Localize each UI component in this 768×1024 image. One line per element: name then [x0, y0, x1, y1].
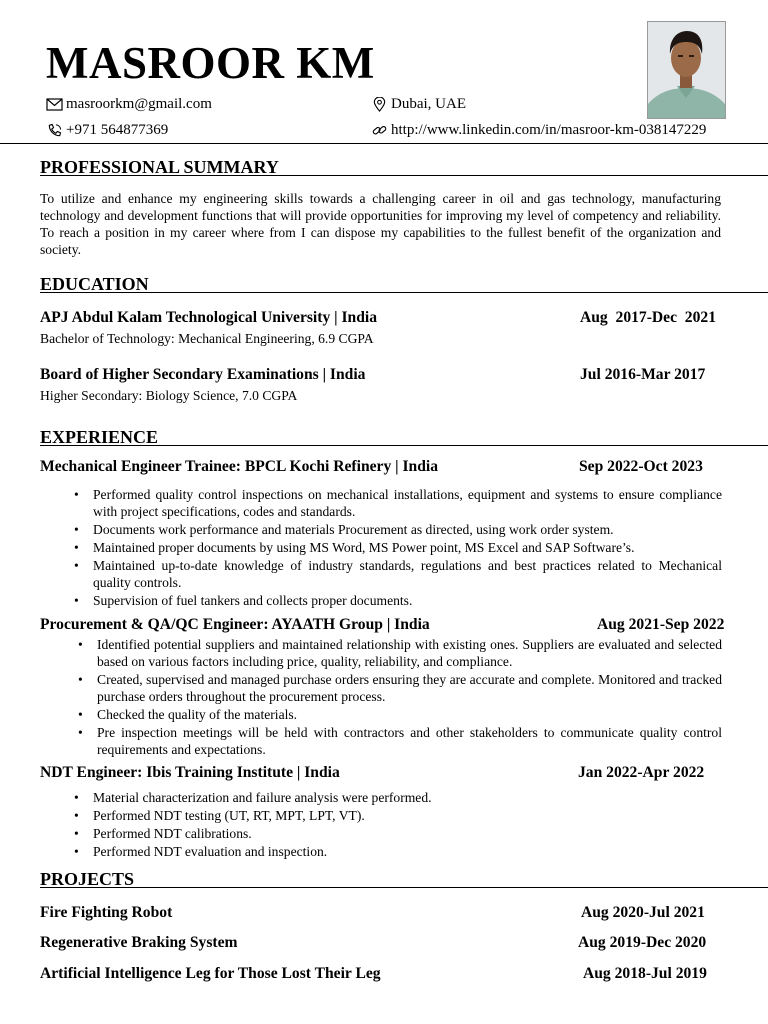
projects-underline — [40, 887, 768, 888]
education-institution: Board of Higher Secondary Examinations | India — [40, 366, 366, 383]
phone-contact — [46, 121, 168, 139]
experience-heading: EXPERIENCE — [40, 427, 159, 447]
project-name: Fire Fighting Robot — [40, 904, 173, 921]
job-dates: Sep 2022-Oct 2023 — [579, 458, 703, 475]
experience-underline — [40, 445, 768, 446]
job-bullet: • Supervision of fuel tankers and collects proper documents. — [93, 592, 722, 609]
email-contact — [46, 95, 212, 113]
project-name: Regenerative Braking System — [40, 934, 238, 951]
phone-text[interactable]: +971 564877369 — [66, 122, 169, 138]
job-bullet: • Created, supervised and managed purchase orders ensuring they are accurate and complete. Monitored and tracked purchase orders throughout the procurement process. — [97, 671, 722, 705]
education-underline — [40, 292, 768, 293]
link-icon — [371, 123, 388, 138]
email-text[interactable]: masroorkm@gmail.com — [66, 96, 212, 112]
job-bullet: • Maintained proper documents by using MS Word, MS Power point, MS Excel and SAP Software’s. — [93, 539, 722, 556]
map-pin-icon — [371, 97, 388, 112]
project-dates: Aug 2019-Dec 2020 — [578, 934, 707, 951]
linkedin-contact — [371, 121, 706, 139]
education-institution: APJ Abdul Kalam Technological University | India — [40, 309, 378, 326]
project-dates: Aug 2018-Jul 2019 — [583, 965, 707, 982]
job-bullets — [93, 789, 722, 861]
education-dates: Aug 2017-Dec 2021 — [580, 309, 716, 326]
job-dates: Jan 2022-Apr 2022 — [578, 764, 705, 781]
location-text: Dubai, UAE — [391, 96, 466, 112]
summary-heading: PROFESSIONAL SUMMARY — [40, 157, 279, 177]
job-bullet: • Performed NDT calibrations. — [93, 825, 722, 842]
job-bullet: • Performed NDT evaluation and inspection. — [93, 843, 722, 860]
envelope-icon — [46, 97, 63, 112]
job-bullet: • Material characterization and failure analysis were performed. — [93, 789, 722, 806]
job-title: Mechanical Engineer Trainee: BPCL Kochi Refinery | India — [40, 458, 439, 475]
job-bullets — [93, 486, 722, 610]
summary-text: To utilize and enhance my engineering skills towards a challenging career in oil and gas technology, manufacturing technology and development functions that will provide opportunities for improving my level of competency and reliability. To reach a position in my career where from I can dispose my capabilities to the fullest benefit of the organization and society. — [40, 191, 721, 257]
education-dates: Jul 2016-Mar 2017 — [580, 366, 706, 383]
candidate-name: MASROOR KM — [46, 38, 375, 88]
job-bullet: • Documents work performance and materials Procurement as directed, using work order system. — [93, 521, 722, 538]
projects-heading: PROJECTS — [40, 869, 135, 889]
job-bullet: • Performed NDT testing (UT, RT, MPT, LPT, VT). — [93, 807, 722, 824]
summary-underline — [40, 175, 768, 176]
job-dates: Aug 2021-Sep 2022 — [597, 616, 725, 633]
job-bullet: • Identified potential suppliers and maintained relationship with existing ones. Suppliers are evaluated and selected based on various factors including price, quality, reliability, and compliance. — [97, 636, 722, 670]
project-name: Artificial Intelligence Leg for Those Lost Their Leg — [40, 965, 381, 982]
header-divider — [0, 143, 768, 144]
project-dates: Aug 2020-Jul 2021 — [581, 904, 705, 921]
education-heading: EDUCATION — [40, 274, 149, 294]
job-bullet: • Maintained up-to-date knowledge of industry standards, regulations and best practices related to Mechanical quality controls. — [93, 557, 722, 591]
profile-photo — [647, 21, 726, 119]
job-bullet: • Checked the quality of the materials. — [97, 706, 722, 723]
job-bullets — [97, 636, 722, 759]
education-detail: Bachelor of Technology: Mechanical Engineering, 6.9 CGPA — [40, 331, 374, 346]
phone-icon — [46, 123, 63, 138]
education-detail: Higher Secondary: Biology Science, 7.0 CGPA — [40, 388, 298, 403]
location-contact — [371, 95, 466, 113]
job-bullet: • Performed quality control inspections on mechanical installations, equipment and systems to ensure compliance with project specifications, codes and standards. — [93, 486, 722, 520]
job-title: NDT Engineer: Ibis Training Institute | India — [40, 764, 340, 781]
job-bullet: • Pre inspection meetings will be held with contractors and other stakeholders to communicate quality control requirements and expectations. — [97, 724, 722, 758]
linkedin-link[interactable]: http://www.linkedin.com/in/masroor-km-038147229 — [391, 122, 707, 138]
job-title: Procurement & QA/QC Engineer: AYAATH Group | India — [40, 616, 430, 633]
